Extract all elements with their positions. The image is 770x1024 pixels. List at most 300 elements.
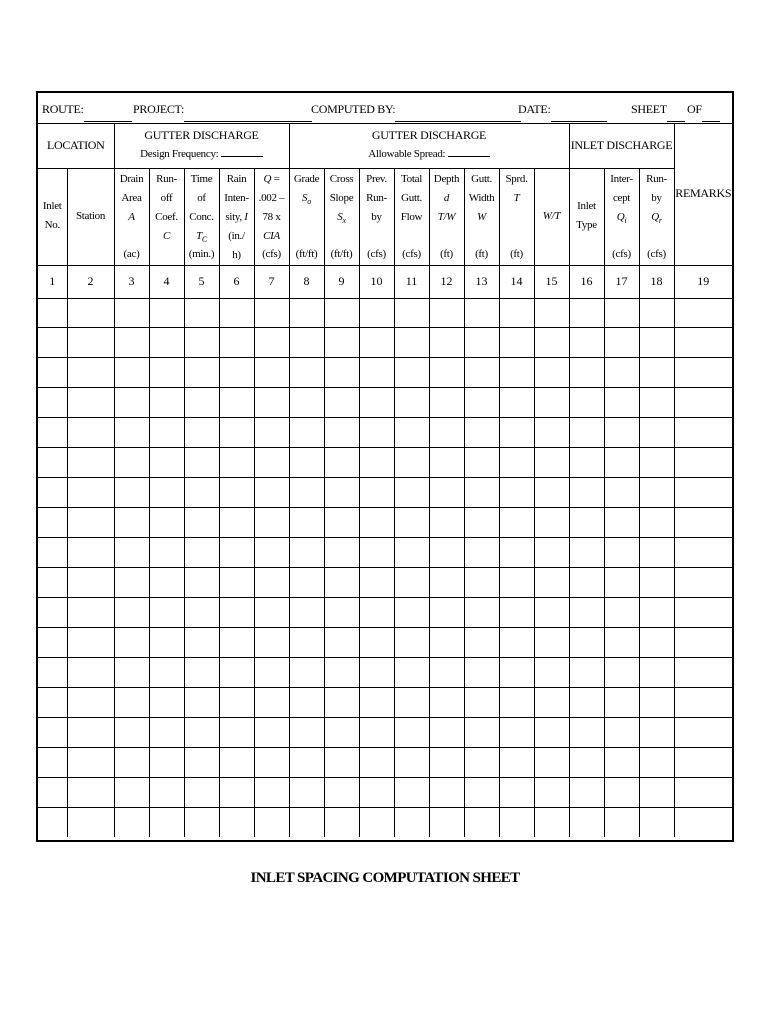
table-cell[interactable]: [67, 687, 114, 717]
table-cell[interactable]: [289, 777, 324, 807]
table-cell[interactable]: [184, 417, 219, 447]
table-cell[interactable]: [184, 687, 219, 717]
table-cell[interactable]: [394, 387, 429, 417]
of-field[interactable]: [687, 102, 702, 117]
table-cell[interactable]: [674, 567, 732, 597]
table-cell[interactable]: [604, 537, 639, 567]
table-cell[interactable]: [114, 357, 149, 387]
table-cell[interactable]: [324, 507, 359, 537]
table-cell[interactable]: [394, 687, 429, 717]
table-cell[interactable]: [114, 717, 149, 747]
table-cell[interactable]: [359, 387, 394, 417]
table-cell[interactable]: [604, 567, 639, 597]
table-cell[interactable]: [289, 537, 324, 567]
table-cell[interactable]: [499, 357, 534, 387]
table-cell[interactable]: [184, 507, 219, 537]
table-cell[interactable]: [289, 627, 324, 657]
table-cell[interactable]: [499, 327, 534, 357]
table-cell[interactable]: [184, 567, 219, 597]
table-cell[interactable]: [639, 597, 674, 627]
table-cell[interactable]: [324, 657, 359, 687]
table-cell[interactable]: [534, 687, 569, 717]
table-cell[interactable]: [184, 657, 219, 687]
table-cell[interactable]: [184, 807, 219, 837]
table-cell[interactable]: [534, 357, 569, 387]
table-cell[interactable]: [534, 537, 569, 567]
table-cell[interactable]: [464, 807, 499, 837]
table-cell[interactable]: [534, 477, 569, 507]
table-cell[interactable]: [254, 627, 289, 657]
table-cell[interactable]: [38, 327, 67, 357]
table-cell[interactable]: [394, 597, 429, 627]
table-cell[interactable]: [219, 627, 254, 657]
table-cell[interactable]: [114, 687, 149, 717]
table-cell[interactable]: [674, 357, 732, 387]
table-cell[interactable]: [674, 417, 732, 447]
table-cell[interactable]: [184, 597, 219, 627]
table-cell[interactable]: [569, 417, 604, 447]
table-cell[interactable]: [604, 717, 639, 747]
route-field[interactable]: [42, 102, 84, 117]
table-cell[interactable]: [429, 627, 464, 657]
table-cell[interactable]: [254, 717, 289, 747]
table-cell[interactable]: [149, 477, 184, 507]
table-cell[interactable]: [464, 777, 499, 807]
table-cell[interactable]: [254, 567, 289, 597]
table-cell[interactable]: [289, 747, 324, 777]
table-cell[interactable]: [67, 777, 114, 807]
table-cell[interactable]: [674, 627, 732, 657]
table-cell[interactable]: [254, 747, 289, 777]
table-cell[interactable]: [639, 807, 674, 837]
table-cell[interactable]: [219, 387, 254, 417]
table-cell[interactable]: [359, 507, 394, 537]
date-field[interactable]: [518, 102, 551, 117]
table-cell[interactable]: [604, 357, 639, 387]
table-cell[interactable]: [289, 447, 324, 477]
table-cell[interactable]: [38, 657, 67, 687]
table-cell[interactable]: [184, 717, 219, 747]
table-cell[interactable]: [184, 387, 219, 417]
table-cell[interactable]: [674, 747, 732, 777]
table-cell[interactable]: [394, 298, 429, 327]
table-cell[interactable]: [604, 807, 639, 837]
table-cell[interactable]: [114, 777, 149, 807]
table-cell[interactable]: [359, 747, 394, 777]
table-cell[interactable]: [219, 298, 254, 327]
table-cell[interactable]: [464, 627, 499, 657]
table-cell[interactable]: [289, 567, 324, 597]
table-cell[interactable]: [149, 747, 184, 777]
table-cell[interactable]: [464, 537, 499, 567]
table-cell[interactable]: [359, 327, 394, 357]
table-cell[interactable]: [219, 597, 254, 627]
table-cell[interactable]: [114, 807, 149, 837]
table-cell[interactable]: [534, 627, 569, 657]
table-cell[interactable]: [569, 447, 604, 477]
table-cell[interactable]: [184, 447, 219, 477]
table-cell[interactable]: [219, 447, 254, 477]
table-cell[interactable]: [639, 447, 674, 477]
table-cell[interactable]: [394, 327, 429, 357]
table-cell[interactable]: [464, 597, 499, 627]
table-cell[interactable]: [184, 777, 219, 807]
project-field[interactable]: [133, 102, 184, 117]
table-cell[interactable]: [604, 387, 639, 417]
table-cell[interactable]: [324, 477, 359, 507]
table-cell[interactable]: [429, 417, 464, 447]
table-cell[interactable]: [219, 807, 254, 837]
table-cell[interactable]: [534, 597, 569, 627]
table-cell[interactable]: [324, 567, 359, 597]
table-cell[interactable]: [38, 747, 67, 777]
table-cell[interactable]: [67, 657, 114, 687]
table-cell[interactable]: [604, 657, 639, 687]
table-cell[interactable]: [67, 597, 114, 627]
table-cell[interactable]: [114, 597, 149, 627]
table-cell[interactable]: [149, 327, 184, 357]
table-cell[interactable]: [569, 537, 604, 567]
table-cell[interactable]: [149, 447, 184, 477]
table-cell[interactable]: [149, 717, 184, 747]
table-cell[interactable]: [394, 357, 429, 387]
table-cell[interactable]: [569, 597, 604, 627]
table-cell[interactable]: [114, 298, 149, 327]
table-cell[interactable]: [639, 357, 674, 387]
table-cell[interactable]: [38, 507, 67, 537]
table-cell[interactable]: [38, 477, 67, 507]
table-cell[interactable]: [149, 657, 184, 687]
table-cell[interactable]: [324, 298, 359, 327]
table-cell[interactable]: [149, 357, 184, 387]
table-cell[interactable]: [289, 477, 324, 507]
table-cell[interactable]: [499, 507, 534, 537]
table-cell[interactable]: [149, 627, 184, 657]
table-cell[interactable]: [184, 357, 219, 387]
table-cell[interactable]: [499, 717, 534, 747]
table-cell[interactable]: [38, 298, 67, 327]
table-cell[interactable]: [429, 777, 464, 807]
table-cell[interactable]: [324, 597, 359, 627]
table-cell[interactable]: [464, 298, 499, 327]
table-cell[interactable]: [569, 657, 604, 687]
table-cell[interactable]: [289, 507, 324, 537]
allowable-spread-field[interactable]: [290, 145, 569, 164]
table-cell[interactable]: [429, 657, 464, 687]
table-cell[interactable]: [639, 537, 674, 567]
table-cell[interactable]: [429, 447, 464, 477]
table-cell[interactable]: [149, 597, 184, 627]
table-cell[interactable]: [674, 807, 732, 837]
table-cell[interactable]: [149, 567, 184, 597]
table-cell[interactable]: [324, 327, 359, 357]
table-cell[interactable]: [38, 687, 67, 717]
table-cell[interactable]: [429, 717, 464, 747]
table-cell[interactable]: [464, 507, 499, 537]
table-cell[interactable]: [184, 627, 219, 657]
table-cell[interactable]: [359, 357, 394, 387]
table-cell[interactable]: [324, 807, 359, 837]
table-cell[interactable]: [67, 447, 114, 477]
table-cell[interactable]: [674, 657, 732, 687]
table-cell[interactable]: [534, 298, 569, 327]
table-cell[interactable]: [464, 387, 499, 417]
table-cell[interactable]: [67, 357, 114, 387]
table-cell[interactable]: [604, 477, 639, 507]
table-cell[interactable]: [114, 477, 149, 507]
table-cell[interactable]: [429, 298, 464, 327]
table-cell[interactable]: [499, 627, 534, 657]
table-cell[interactable]: [394, 477, 429, 507]
table-cell[interactable]: [394, 777, 429, 807]
table-cell[interactable]: [394, 807, 429, 837]
table-cell[interactable]: [359, 717, 394, 747]
table-cell[interactable]: [359, 597, 394, 627]
table-cell[interactable]: [569, 807, 604, 837]
table-cell[interactable]: [639, 417, 674, 447]
table-cell[interactable]: [149, 387, 184, 417]
sheet-field[interactable]: [631, 102, 667, 117]
table-cell[interactable]: [464, 327, 499, 357]
table-cell[interactable]: [67, 627, 114, 657]
table-cell[interactable]: [184, 298, 219, 327]
table-cell[interactable]: [67, 717, 114, 747]
table-cell[interactable]: [359, 657, 394, 687]
table-cell[interactable]: [464, 687, 499, 717]
table-cell[interactable]: [184, 327, 219, 357]
table-cell[interactable]: [639, 477, 674, 507]
table-cell[interactable]: [604, 417, 639, 447]
table-cell[interactable]: [289, 298, 324, 327]
table-cell[interactable]: [67, 567, 114, 597]
table-cell[interactable]: [569, 327, 604, 357]
table-cell[interactable]: [569, 627, 604, 657]
table-cell[interactable]: [38, 567, 67, 597]
table-cell[interactable]: [149, 537, 184, 567]
design-frequency-field[interactable]: [115, 145, 289, 164]
table-cell[interactable]: [289, 807, 324, 837]
table-cell[interactable]: [219, 417, 254, 447]
table-cell[interactable]: [254, 447, 289, 477]
table-cell[interactable]: [359, 298, 394, 327]
table-cell[interactable]: [67, 417, 114, 447]
table-cell[interactable]: [394, 657, 429, 687]
table-cell[interactable]: [289, 687, 324, 717]
table-cell[interactable]: [289, 327, 324, 357]
table-cell[interactable]: [604, 627, 639, 657]
table-cell[interactable]: [674, 777, 732, 807]
table-cell[interactable]: [499, 657, 534, 687]
table-cell[interactable]: [394, 627, 429, 657]
table-cell[interactable]: [569, 687, 604, 717]
table-cell[interactable]: [219, 747, 254, 777]
table-cell[interactable]: [324, 357, 359, 387]
table-cell[interactable]: [429, 327, 464, 357]
table-cell[interactable]: [674, 447, 732, 477]
table-cell[interactable]: [114, 447, 149, 477]
table-cell[interactable]: [674, 507, 732, 537]
table-cell[interactable]: [534, 747, 569, 777]
table-cell[interactable]: [639, 327, 674, 357]
table-cell[interactable]: [639, 657, 674, 687]
table-cell[interactable]: [324, 777, 359, 807]
table-cell[interactable]: [569, 567, 604, 597]
table-cell[interactable]: [114, 657, 149, 687]
table-cell[interactable]: [394, 417, 429, 447]
table-cell[interactable]: [639, 298, 674, 327]
table-cell[interactable]: [639, 567, 674, 597]
table-cell[interactable]: [219, 657, 254, 687]
table-cell[interactable]: [38, 447, 67, 477]
table-cell[interactable]: [604, 507, 639, 537]
table-cell[interactable]: [254, 417, 289, 447]
table-cell[interactable]: [38, 537, 67, 567]
table-cell[interactable]: [464, 357, 499, 387]
table-cell[interactable]: [359, 687, 394, 717]
table-cell[interactable]: [114, 507, 149, 537]
table-cell[interactable]: [394, 567, 429, 597]
table-cell[interactable]: [394, 537, 429, 567]
table-cell[interactable]: [534, 777, 569, 807]
table-cell[interactable]: [499, 807, 534, 837]
table-cell[interactable]: [639, 777, 674, 807]
table-cell[interactable]: [639, 717, 674, 747]
table-cell[interactable]: [67, 298, 114, 327]
table-cell[interactable]: [674, 687, 732, 717]
table-cell[interactable]: [254, 507, 289, 537]
table-cell[interactable]: [254, 298, 289, 327]
table-cell[interactable]: [67, 477, 114, 507]
table-cell[interactable]: [359, 807, 394, 837]
table-cell[interactable]: [219, 567, 254, 597]
table-cell[interactable]: [394, 447, 429, 477]
table-cell[interactable]: [184, 537, 219, 567]
table-cell[interactable]: [149, 417, 184, 447]
table-cell[interactable]: [254, 657, 289, 687]
table-cell[interactable]: [604, 327, 639, 357]
table-cell[interactable]: [324, 417, 359, 447]
table-cell[interactable]: [324, 687, 359, 717]
table-cell[interactable]: [639, 387, 674, 417]
table-cell[interactable]: [499, 477, 534, 507]
table-cell[interactable]: [38, 357, 67, 387]
table-cell[interactable]: [254, 537, 289, 567]
table-cell[interactable]: [67, 507, 114, 537]
table-cell[interactable]: [464, 747, 499, 777]
table-cell[interactable]: [254, 327, 289, 357]
table-cell[interactable]: [254, 687, 289, 717]
table-cell[interactable]: [67, 807, 114, 837]
table-cell[interactable]: [429, 597, 464, 627]
table-cell[interactable]: [639, 747, 674, 777]
table-cell[interactable]: [534, 717, 569, 747]
table-cell[interactable]: [604, 447, 639, 477]
table-cell[interactable]: [67, 537, 114, 567]
table-cell[interactable]: [569, 717, 604, 747]
table-cell[interactable]: [38, 627, 67, 657]
table-cell[interactable]: [254, 477, 289, 507]
table-cell[interactable]: [38, 387, 67, 417]
table-cell[interactable]: [149, 507, 184, 537]
table-cell[interactable]: [359, 447, 394, 477]
table-cell[interactable]: [394, 747, 429, 777]
table-cell[interactable]: [499, 747, 534, 777]
table-cell[interactable]: [324, 387, 359, 417]
table-cell[interactable]: [359, 537, 394, 567]
table-cell[interactable]: [219, 327, 254, 357]
table-cell[interactable]: [38, 417, 67, 447]
table-cell[interactable]: [569, 747, 604, 777]
table-cell[interactable]: [499, 567, 534, 597]
table-cell[interactable]: [639, 687, 674, 717]
table-cell[interactable]: [359, 627, 394, 657]
table-cell[interactable]: [534, 657, 569, 687]
table-cell[interactable]: [219, 777, 254, 807]
table-cell[interactable]: [149, 298, 184, 327]
table-cell[interactable]: [324, 537, 359, 567]
table-cell[interactable]: [429, 747, 464, 777]
table-cell[interactable]: [67, 387, 114, 417]
table-cell[interactable]: [149, 777, 184, 807]
table-cell[interactable]: [114, 537, 149, 567]
table-cell[interactable]: [219, 537, 254, 567]
table-cell[interactable]: [499, 387, 534, 417]
table-cell[interactable]: [38, 597, 67, 627]
table-cell[interactable]: [674, 327, 732, 357]
table-cell[interactable]: [499, 687, 534, 717]
table-cell[interactable]: [359, 477, 394, 507]
table-cell[interactable]: [149, 807, 184, 837]
table-cell[interactable]: [219, 357, 254, 387]
table-cell[interactable]: [674, 597, 732, 627]
table-cell[interactable]: [569, 387, 604, 417]
table-cell[interactable]: [464, 567, 499, 597]
table-cell[interactable]: [429, 687, 464, 717]
table-cell[interactable]: [219, 687, 254, 717]
table-cell[interactable]: [289, 357, 324, 387]
table-cell[interactable]: [254, 357, 289, 387]
table-cell[interactable]: [219, 717, 254, 747]
table-cell[interactable]: [219, 477, 254, 507]
table-cell[interactable]: [38, 777, 67, 807]
table-cell[interactable]: [114, 327, 149, 357]
table-cell[interactable]: [674, 387, 732, 417]
table-cell[interactable]: [359, 777, 394, 807]
table-cell[interactable]: [67, 327, 114, 357]
table-cell[interactable]: [674, 717, 732, 747]
table-cell[interactable]: [429, 537, 464, 567]
table-cell[interactable]: [604, 298, 639, 327]
table-cell[interactable]: [464, 717, 499, 747]
table-cell[interactable]: [569, 357, 604, 387]
table-cell[interactable]: [289, 387, 324, 417]
table-cell[interactable]: [464, 447, 499, 477]
table-cell[interactable]: [114, 417, 149, 447]
table-cell[interactable]: [324, 627, 359, 657]
table-cell[interactable]: [499, 597, 534, 627]
table-cell[interactable]: [114, 387, 149, 417]
table-cell[interactable]: [429, 387, 464, 417]
table-cell[interactable]: [534, 327, 569, 357]
computed-by-field[interactable]: [311, 102, 395, 117]
table-cell[interactable]: [534, 807, 569, 837]
table-cell[interactable]: [534, 507, 569, 537]
table-cell[interactable]: [254, 597, 289, 627]
table-cell[interactable]: [289, 417, 324, 447]
table-cell[interactable]: [324, 447, 359, 477]
table-cell[interactable]: [534, 447, 569, 477]
table-cell[interactable]: [499, 298, 534, 327]
